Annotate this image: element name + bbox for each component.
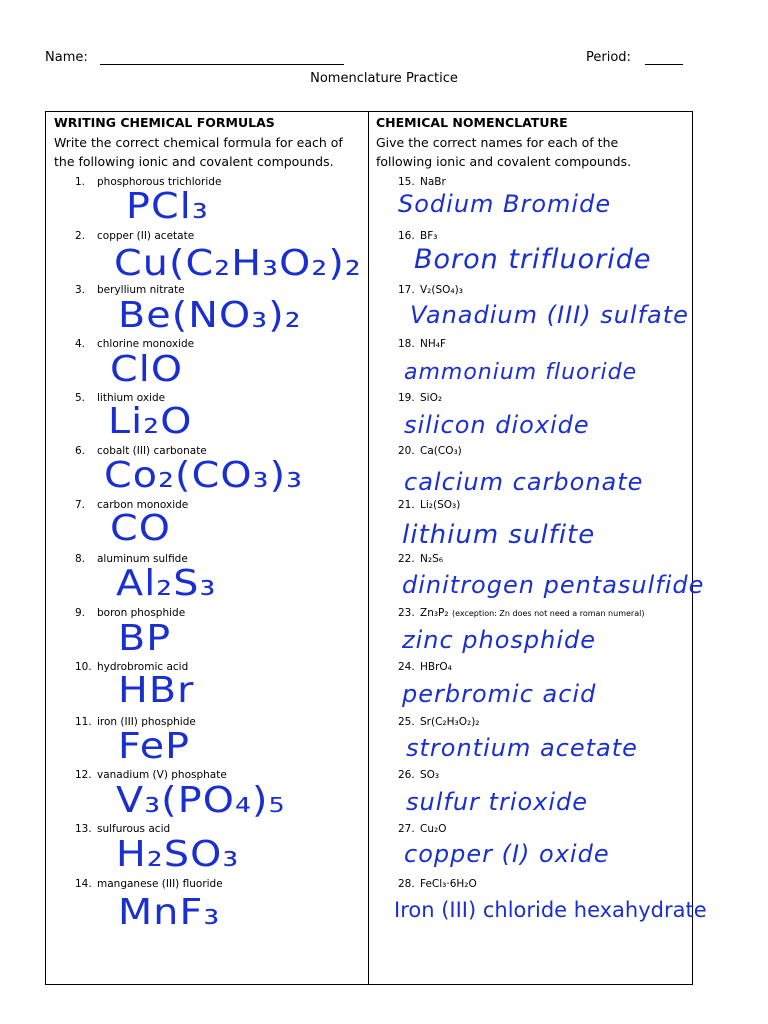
question-text: FeCl₃·6H₂O <box>420 878 477 890</box>
question-number: 9. <box>75 607 86 619</box>
question-text: hydrobromic acid <box>97 661 189 673</box>
question-28 <box>398 878 477 890</box>
question-27 <box>398 823 446 835</box>
question-18 <box>398 338 446 350</box>
question-number: 17. <box>398 284 415 296</box>
answer-12[interactable]: V₃(PO₄)₅ <box>116 780 286 821</box>
question-text: SO₃ <box>420 769 440 781</box>
question-number: 11. <box>75 716 92 728</box>
question-text: carbon monoxide <box>97 499 189 511</box>
question-text: N₂S₆ <box>420 553 443 565</box>
answer-11[interactable]: FeP <box>118 726 191 767</box>
question-text: HBrO₄ <box>420 661 452 673</box>
question-text: Ca(CO₃) <box>420 445 462 457</box>
answer-26[interactable]: sulfur trioxide <box>406 788 589 816</box>
answer-2[interactable]: Cu(C₂H₃O₂)₂ <box>114 243 362 284</box>
answer-27[interactable]: copper (I) oxide <box>404 840 610 868</box>
question-text: sulfurous acid <box>97 823 171 835</box>
question-2 <box>75 230 194 242</box>
question-text: aluminum sulfide <box>97 553 188 565</box>
answer-3[interactable]: Be(NO₃)₂ <box>118 295 302 336</box>
left-desc-line-2: the following ionic and covalent compounds. <box>54 154 334 169</box>
question-number: 13. <box>75 823 92 835</box>
left-desc-line-1: Write the correct chemical formula for each of <box>54 135 343 150</box>
question-number: 6. <box>75 445 86 457</box>
question-25 <box>398 716 480 728</box>
question-number: 4. <box>75 338 86 350</box>
question-number: 22. <box>398 553 415 565</box>
question-text: Li₂(SO₃) <box>420 499 461 511</box>
question-number: 27. <box>398 823 415 835</box>
answer-15[interactable]: Sodium Bromide <box>398 190 612 218</box>
question-number: 2. <box>75 230 86 242</box>
answer-6[interactable]: Co₂(CO₃)₃ <box>104 455 304 496</box>
question-number: 16. <box>398 230 415 242</box>
right-heading: CHEMICAL NOMENCLATURE <box>376 115 568 130</box>
question-note: (exception: Zn does not need a roman numeral) <box>451 609 645 618</box>
answer-17[interactable]: Vanadium (III) sulfate <box>410 301 689 329</box>
answer-13[interactable]: H₂SO₃ <box>116 834 240 875</box>
answer-28[interactable]: Iron (III) chloride hexahydrate <box>394 898 707 922</box>
question-text: phosphorous trichloride <box>97 176 222 188</box>
question-text: manganese (III) fluoride <box>97 878 223 890</box>
question-text: beryllium nitrate <box>97 284 185 296</box>
question-text: cobalt (III) carbonate <box>97 445 207 457</box>
name-blank[interactable] <box>100 64 344 65</box>
answer-22[interactable]: dinitrogen pentasulfide <box>402 571 705 599</box>
question-22 <box>398 553 443 565</box>
question-16 <box>398 230 437 242</box>
question-number: 5. <box>75 392 86 404</box>
right-description <box>376 133 631 171</box>
question-number: 15. <box>398 176 415 188</box>
period-blank[interactable] <box>645 64 683 65</box>
question-21 <box>398 499 460 511</box>
worksheet-table <box>45 111 707 985</box>
answer-8[interactable]: Al₂S₃ <box>116 563 217 604</box>
answer-14[interactable]: MnF₃ <box>118 892 221 933</box>
question-number: 1. <box>75 176 86 188</box>
answer-1[interactable]: PCl₃ <box>126 186 209 227</box>
left-description <box>54 133 343 171</box>
question-number: 26. <box>398 769 415 781</box>
question-number: 12. <box>75 769 92 781</box>
question-24 <box>398 661 452 673</box>
question-text: iron (III) phosphide <box>97 716 196 728</box>
question-number: 19. <box>398 392 415 404</box>
answer-4[interactable]: ClO <box>110 349 184 390</box>
question-text: chlorine monoxide <box>97 338 195 350</box>
question-number: 25. <box>398 716 415 728</box>
question-26 <box>398 769 439 781</box>
question-text: SiO₂ <box>420 392 443 404</box>
left-heading: WRITING CHEMICAL FORMULAS <box>54 115 275 130</box>
question-15 <box>398 176 446 188</box>
question-number: 24. <box>398 661 415 673</box>
answer-20[interactable]: calcium carbonate <box>404 468 644 496</box>
question-text: BF₃ <box>420 230 438 242</box>
question-number: 10. <box>75 661 92 673</box>
question-17 <box>398 284 463 296</box>
question-text: Zn₃P₂ <box>420 607 449 619</box>
question-14 <box>75 878 223 890</box>
answer-5[interactable]: Li₂O <box>108 401 193 442</box>
question-text: NaBr <box>420 176 446 188</box>
question-number: 7. <box>75 499 86 511</box>
question-text: V₂(SO₄)₃ <box>420 284 463 296</box>
question-number: 3. <box>75 284 86 296</box>
question-text: Sr(C₂H₃O₂)₂ <box>420 716 480 728</box>
question-text: lithium oxide <box>97 392 166 404</box>
answer-18[interactable]: ammonium fluoride <box>404 360 638 385</box>
answer-19[interactable]: silicon dioxide <box>404 411 590 439</box>
question-20 <box>398 445 462 457</box>
answer-7[interactable]: CO <box>110 508 172 549</box>
question-number: 28. <box>398 878 415 890</box>
answer-24[interactable]: perbromic acid <box>402 680 597 708</box>
question-text: NH₄F <box>420 338 446 350</box>
column-divider <box>368 112 369 984</box>
answer-9[interactable]: BP <box>118 618 172 659</box>
page-title: Nomenclature Practice <box>310 71 458 86</box>
right-desc-line-2: following ionic and covalent compounds. <box>376 154 632 169</box>
answer-10[interactable]: HBr <box>118 670 195 711</box>
answer-25[interactable]: strontium acetate <box>406 734 638 762</box>
question-number: 14. <box>75 878 92 890</box>
question-number: 23. <box>398 607 415 619</box>
answer-21[interactable]: lithium sulfite <box>402 520 596 550</box>
period-label: Period: <box>586 50 631 65</box>
question-text: copper (II) acetate <box>97 230 195 242</box>
answer-16[interactable]: Boron trifluoride <box>414 244 652 275</box>
right-desc-line-1: Give the correct names for each of the <box>376 135 619 150</box>
question-23 <box>398 607 644 619</box>
question-text: Cu₂O <box>420 823 447 835</box>
name-label: Name: <box>45 50 88 65</box>
question-text: vanadium (V) phosphate <box>97 769 227 781</box>
question-number: 20. <box>398 445 415 457</box>
question-number: 18. <box>398 338 415 350</box>
question-number: 21. <box>398 499 415 511</box>
question-number: 8. <box>75 553 86 565</box>
answer-23[interactable]: zinc phosphide <box>402 626 597 654</box>
question-text: boron phosphide <box>97 607 186 619</box>
question-19 <box>398 392 442 404</box>
